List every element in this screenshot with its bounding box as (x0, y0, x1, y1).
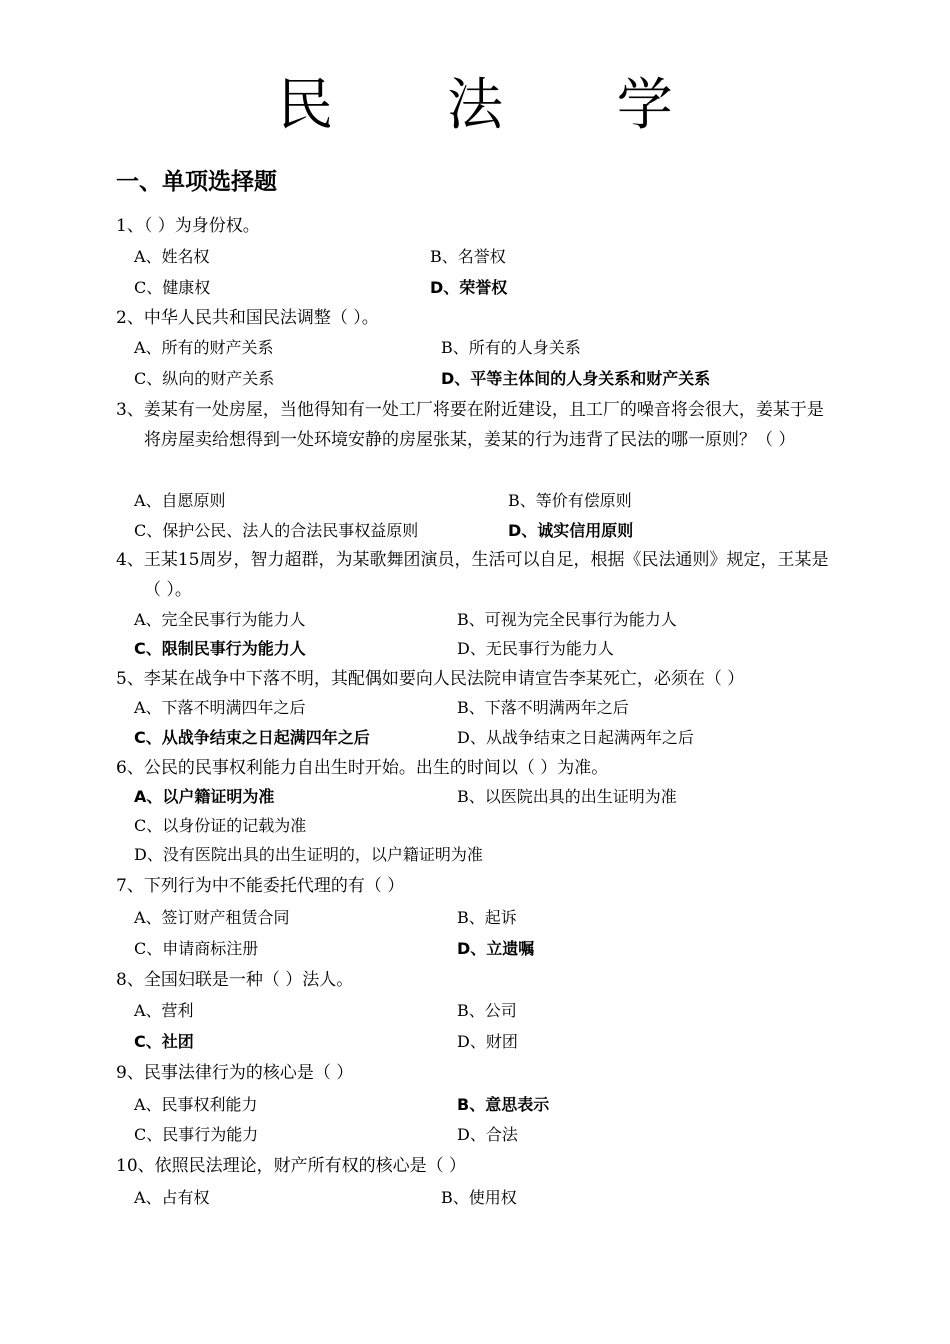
question-2: 2、中华人民共和国民法调整（ ）。 (116, 308, 379, 328)
question-6: 6、公民的民事权利能力自出生时开始。出生的时间以（ ）为准。 (116, 758, 609, 778)
q8-option-a: A、营利 (134, 1001, 194, 1020)
q7-option-a: A、签订财产租赁合同 (134, 908, 290, 927)
q4-option-a: A、完全民事行为能力人 (134, 610, 306, 629)
q1-option-d-answer: D、荣誉权 (430, 278, 508, 297)
q8-option-b: B、公司 (457, 1001, 517, 1020)
q1-option-c: C、健康权 (134, 278, 211, 297)
question-1: 1、（ ）为身份权。 (116, 216, 260, 236)
question-10: 10、依照民法理论，财产所有权的核心是（ ） (116, 1156, 467, 1176)
q6-option-c: C、以身份证的记载为准 (134, 816, 307, 835)
question-5: 5、李某在战争中下落不明，其配偶如要向人民法院申请宣告李某死亡，必须在（ ） (116, 669, 745, 689)
q6-option-d: D、没有医院出具的出生证明的，以户籍证明为准 (134, 845, 483, 864)
q3-option-d-answer: D、诚实信用原则 (508, 521, 634, 540)
q2-option-d-answer: D、平等主体间的人身关系和财产关系 (441, 369, 711, 388)
q7-option-b: B、起诉 (457, 908, 517, 927)
q7-option-c: C、申请商标注册 (134, 939, 259, 958)
q6-option-a-answer: A、以户籍证明为准 (134, 787, 275, 806)
q5-option-c-answer: C、从战争结束之日起满四年之后 (134, 728, 370, 747)
q10-option-b: B、使用权 (441, 1188, 517, 1207)
q4-option-c-answer: C、限制民事行为能力人 (134, 639, 306, 658)
question-8: 8、全国妇联是一种（ ）法人。 (116, 970, 354, 990)
q2-option-a: A、所有的财产关系 (134, 338, 274, 357)
q9-option-c: C、民事行为能力 (134, 1125, 259, 1144)
q5-option-d: D、从战争结束之日起满两年之后 (457, 728, 694, 747)
q9-option-a: A、民事权利能力 (134, 1095, 258, 1114)
q10-option-a: A、占有权 (134, 1188, 210, 1207)
q9-option-d: D、合法 (457, 1125, 518, 1144)
q6-option-b: B、以医院出具的出生证明为准 (457, 787, 677, 806)
question-3: 3、姜某有一处房屋，当他得知有一处工厂将要在附近建设，且工厂的噪音将会很大，姜某于是将房屋卖给想得到一处环境安静的房屋张某，姜某的行为违背了民法的哪一原则？（ ） (116, 400, 824, 450)
page-title: 民 法 学 (277, 73, 721, 138)
question-9: 9、民事法律行为的核心是（ ） (116, 1063, 354, 1083)
q2-option-b: B、所有的人身关系 (441, 338, 581, 357)
q3-option-b: B、等价有偿原则 (508, 491, 632, 510)
question-7: 7、下列行为中不能委托代理的有（ ） (116, 876, 405, 896)
question-4: 4、王某15周岁，智力超群，为某歌舞团演员，生活可以自足，根据《民法通则》规定，王某是（ ）。 (116, 550, 829, 600)
q4-option-d: D、无民事行为能力人 (457, 639, 614, 658)
section-title: 一、单项选择题 (116, 169, 277, 195)
q8-option-c-answer: C、社团 (134, 1032, 194, 1051)
q5-option-b: B、下落不明满两年之后 (457, 698, 629, 717)
q2-option-c: C、纵向的财产关系 (134, 369, 275, 388)
q4-option-b: B、可视为完全民事行为能力人 (457, 610, 677, 629)
q3-option-a: A、自愿原则 (134, 491, 226, 510)
q3-option-c: C、保护公民、法人的合法民事权益原则 (134, 521, 419, 540)
q9-option-b-answer: B、意思表示 (457, 1095, 550, 1114)
q5-option-a: A、下落不明满四年之后 (134, 698, 306, 717)
q1-option-b: B、名誉权 (430, 247, 506, 266)
q8-option-d: D、财团 (457, 1032, 518, 1051)
q1-option-a: A、姓名权 (134, 247, 210, 266)
q7-option-d-answer: D、立遗嘱 (457, 939, 535, 958)
